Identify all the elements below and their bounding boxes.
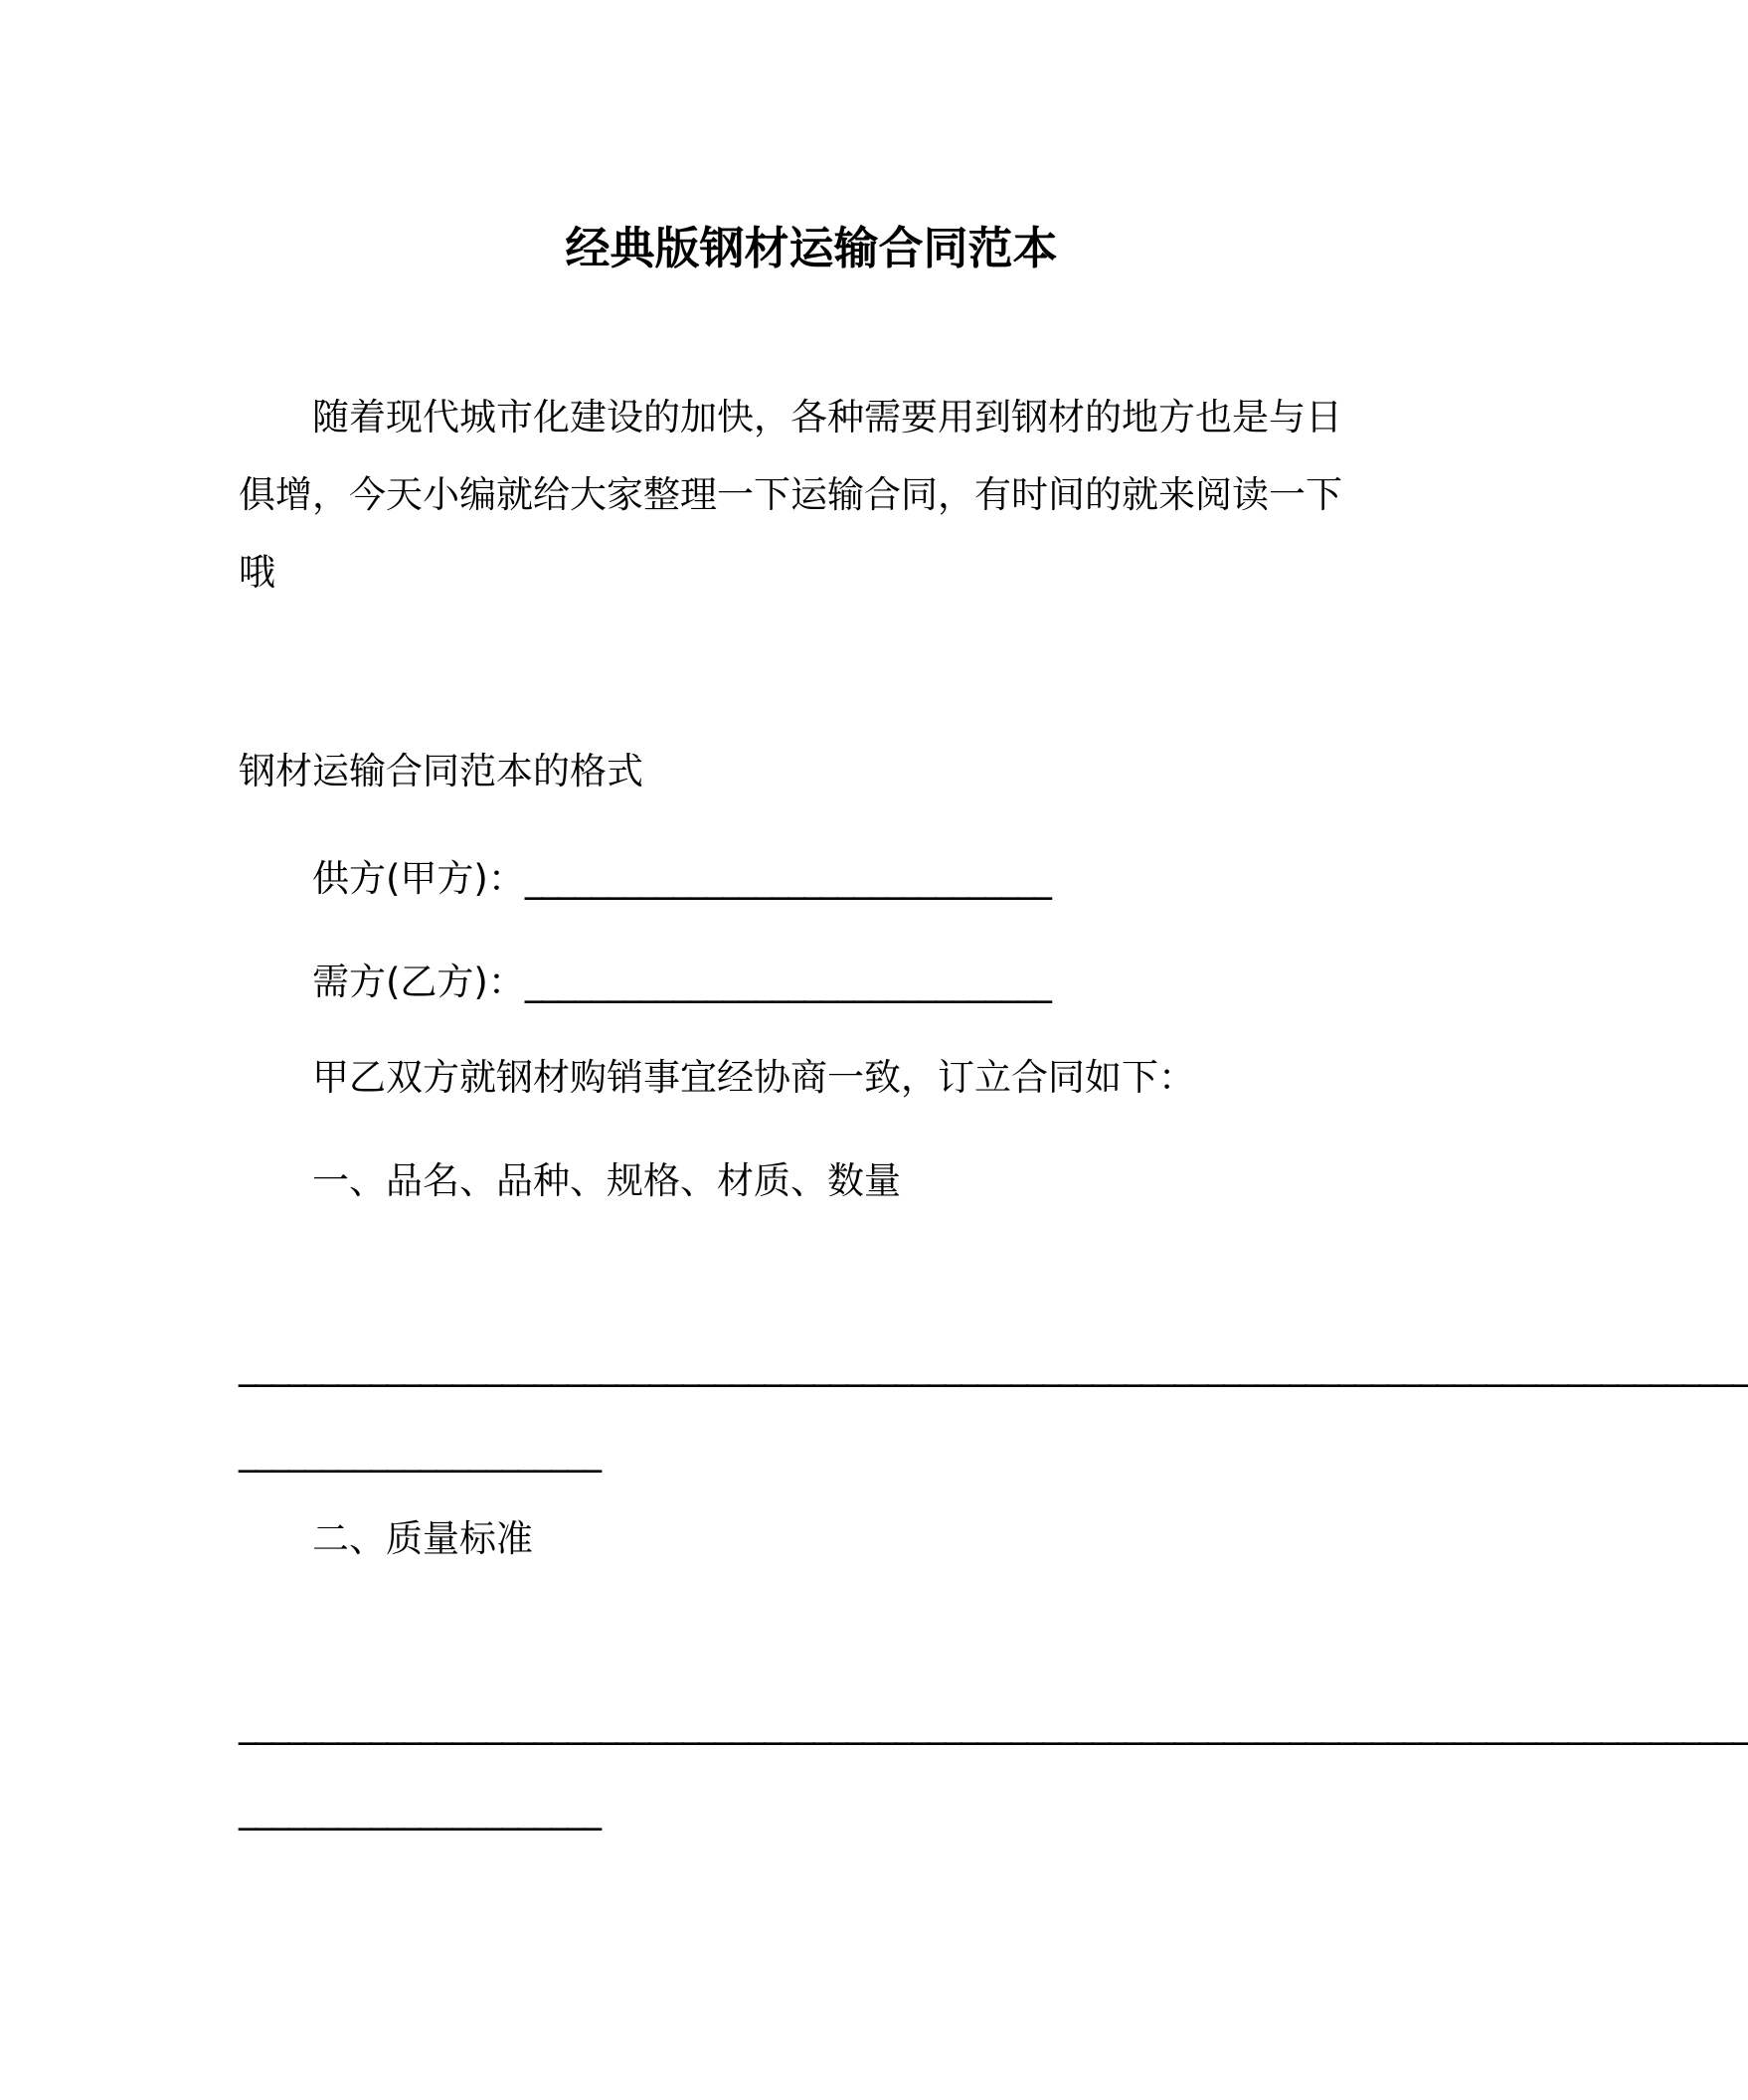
format-heading: 钢材运输合同范本的格式 [239, 750, 643, 792]
buyer-field [312, 959, 1050, 1006]
section-1-heading: 一、品名、品种、规格、材质、数量 [312, 1159, 901, 1202]
section-1-blank-line-1[interactable]: ____________________________________________________________________________________________ [239, 1344, 1748, 1387]
intro-line-3: 哦 [239, 551, 275, 594]
buyer-blank[interactable]: ________________________________ [524, 961, 1050, 1003]
intro-line-2: 俱增，今天小编就给大家整理一下运输合同，有时间的就来阅读一下 [239, 473, 1342, 516]
section-2-blank-line-1[interactable]: ____________________________________________________________________________________________ [239, 1702, 1748, 1745]
section-2-blank-line-2[interactable]: ______________________ [239, 1788, 600, 1831]
supplier-field [312, 855, 1050, 903]
supplier-blank[interactable]: ________________________________ [524, 857, 1050, 900]
section-2-heading: 二、质量标准 [312, 1517, 533, 1560]
supplier-label: 供方(甲方)： [312, 857, 525, 900]
agreement-text: 甲乙双方就钢材购销事宜经协商一致，订立合同如下： [312, 1056, 1195, 1099]
document-title: 经典版钢材运输合同范本 [565, 222, 1058, 274]
section-1-blank-line-2[interactable]: ______________________ [239, 1430, 600, 1473]
buyer-label: 需方(乙方)： [312, 961, 525, 1003]
intro-line-1: 随着现代城市化建设的加快，各种需要用到钢材的地方也是与日 [312, 396, 1342, 438]
